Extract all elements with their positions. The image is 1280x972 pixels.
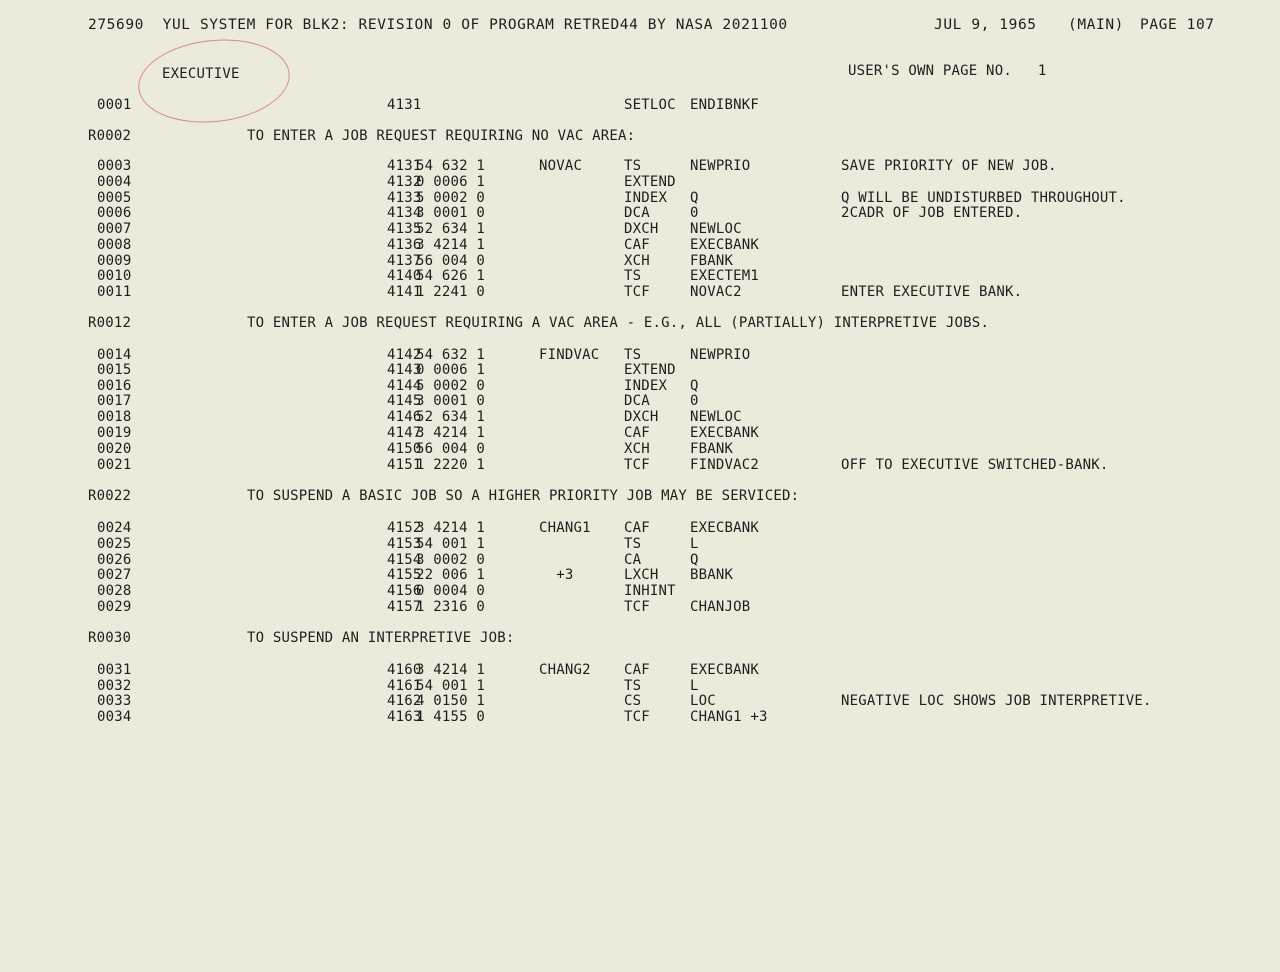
line-sequence-number: 0021 [97, 457, 132, 473]
line-octal-code: 5 0002 0 [416, 190, 486, 206]
line-operand: LOC [690, 693, 716, 709]
line-sequence-number: 0007 [97, 221, 132, 237]
line-address: 4144 [387, 378, 422, 394]
remark-line: TO ENTER A JOB REQUEST REQUIRING NO VAC AREA: [247, 128, 636, 144]
line-sequence-number: 0034 [97, 709, 132, 725]
line-octal-code: 52 634 1 [416, 221, 486, 237]
line-octal-code: 54 001 1 [416, 678, 486, 694]
line-opcode: EXTEND [624, 174, 676, 190]
line-opcode: INHINT [624, 583, 676, 599]
line-sequence-number: 0028 [97, 583, 132, 599]
line-sequence-number: 0014 [97, 347, 132, 363]
line-opcode: DXCH [624, 409, 659, 425]
line-operand: Q [690, 378, 699, 394]
line-sequence-number: 0031 [97, 662, 132, 678]
line-operand: L [690, 678, 699, 694]
line-operand: FBANK [690, 253, 734, 269]
line-sequence-number: 0006 [97, 205, 132, 221]
line-sequence-number: 0010 [97, 268, 132, 284]
remark-line: TO SUSPEND AN INTERPRETIVE JOB: [247, 630, 515, 646]
line-address: 4157 [387, 599, 422, 615]
line-opcode: TCF [624, 709, 650, 725]
line-operand: NEWPRIO [690, 347, 751, 363]
line-operand: EXECBANK [690, 425, 760, 441]
line-operand: EXECBANK [690, 520, 760, 536]
line-address: 4151 [387, 457, 422, 473]
line-label: CHANG2 [539, 662, 591, 678]
line-opcode: CS [624, 693, 642, 709]
line-operand: EXECBANK [690, 662, 760, 678]
line-opcode: INDEX [624, 378, 668, 394]
line-opcode: TS [624, 678, 642, 694]
line-octal-code: 0 0006 1 [416, 362, 486, 378]
line-opcode: CA [624, 552, 642, 568]
line-octal-code: 54 626 1 [416, 268, 486, 284]
line-address: 4162 [387, 693, 422, 709]
line-label: NOVAC [539, 158, 583, 174]
line-comment: NEGATIVE LOC SHOWS JOB INTERPRETIVE. [841, 693, 1152, 709]
line-address: 4161 [387, 678, 422, 694]
line-operand: FINDVAC2 [690, 457, 760, 473]
user-page-number: USER'S OWN PAGE NO. 1 [848, 63, 1047, 79]
remark-line: TO ENTER A JOB REQUEST REQUIRING A VAC AREA - E.G., ALL (PARTIALLY) INTERPRETIVE JOBS. [247, 315, 990, 331]
line-comment: SAVE PRIORITY OF NEW JOB. [841, 158, 1057, 174]
line-octal-code: 22 006 1 [416, 567, 486, 583]
line-sequence-number: 0004 [97, 174, 132, 190]
line-address: 4131 [387, 158, 422, 174]
line-octal-code: 54 632 1 [416, 158, 486, 174]
line-octal-code: 3 4214 1 [416, 520, 486, 536]
line-sequence-number: 0003 [97, 158, 132, 174]
line-sequence-number: 0016 [97, 378, 132, 394]
line-opcode: CAF [624, 662, 650, 678]
line-operand: EXECBANK [690, 237, 760, 253]
line-sequence-number: 0008 [97, 237, 132, 253]
line-operand: BBANK [690, 567, 734, 583]
line-octal-code: 1 2220 1 [416, 457, 486, 473]
line-octal-code: 52 634 1 [416, 409, 486, 425]
line-opcode: XCH [624, 441, 650, 457]
line-address: 4155 [387, 567, 422, 583]
line-label: CHANG1 [539, 520, 591, 536]
line-sequence-number: R0012 [88, 315, 132, 331]
line-sequence-number: 0029 [97, 599, 132, 615]
line-address: 4163 [387, 709, 422, 725]
line-octal-code: 1 2241 0 [416, 284, 486, 300]
line-address: 4133 [387, 190, 422, 206]
line-opcode: DCA [624, 393, 650, 409]
remark-line: TO SUSPEND A BASIC JOB SO A HIGHER PRIORITY JOB MAY BE SERVICED: [247, 488, 800, 504]
line-opcode: TS [624, 347, 642, 363]
line-operand: L [690, 536, 699, 552]
line-address: 4136 [387, 237, 422, 253]
line-label: +3 [539, 567, 574, 583]
line-comment: Q WILL BE UNDISTURBED THROUGHOUT. [841, 190, 1126, 206]
line-opcode: CAF [624, 520, 650, 536]
line-address: 4131 [387, 97, 422, 113]
line-opcode: TS [624, 268, 642, 284]
line-address: 4147 [387, 425, 422, 441]
line-opcode: LXCH [624, 567, 659, 583]
line-operand: NOVAC2 [690, 284, 742, 300]
line-opcode: TS [624, 536, 642, 552]
line-opcode: TCF [624, 599, 650, 615]
line-octal-code: 3 4214 1 [416, 425, 486, 441]
line-octal-code: 3 0001 0 [416, 393, 486, 409]
line-operand: 0 [690, 205, 699, 221]
line-address: 4146 [387, 409, 422, 425]
line-octal-code: 4 0150 1 [416, 693, 486, 709]
line-octal-code: 1 4155 0 [416, 709, 486, 725]
line-operand: EXECTEM1 [690, 268, 760, 284]
line-octal-code: 0 0006 1 [416, 174, 486, 190]
line-sequence-number: 0005 [97, 190, 132, 206]
line-sequence-number: 0026 [97, 552, 132, 568]
line-sequence-number: 0017 [97, 393, 132, 409]
line-opcode: TCF [624, 457, 650, 473]
line-opcode: INDEX [624, 190, 668, 206]
line-comment: ENTER EXECUTIVE BANK. [841, 284, 1023, 300]
line-opcode: DXCH [624, 221, 659, 237]
line-opcode: TS [624, 158, 642, 174]
line-opcode: DCA [624, 205, 650, 221]
line-octal-code: 0 0004 0 [416, 583, 486, 599]
line-sequence-number: 0018 [97, 409, 132, 425]
line-comment: OFF TO EXECUTIVE SWITCHED-BANK. [841, 457, 1109, 473]
line-address: 4143 [387, 362, 422, 378]
line-address: 4134 [387, 205, 422, 221]
line-operand: NEWLOC [690, 221, 742, 237]
line-sequence-number: 0032 [97, 678, 132, 694]
line-operand: Q [690, 190, 699, 206]
line-operand: NEWLOC [690, 409, 742, 425]
line-comment: 2CADR OF JOB ENTERED. [841, 205, 1023, 221]
line-address: 4140 [387, 268, 422, 284]
line-sequence-number: 0001 [97, 97, 132, 113]
line-address: 4154 [387, 552, 422, 568]
line-octal-code: 5 0002 0 [416, 378, 486, 394]
line-sequence-number: 0033 [97, 693, 132, 709]
line-sequence-number: 0009 [97, 253, 132, 269]
line-sequence-number: R0022 [88, 488, 132, 504]
line-operand: NEWPRIO [690, 158, 751, 174]
line-sequence-number: 0011 [97, 284, 132, 300]
line-operand: Q [690, 552, 699, 568]
page-header-main: (MAIN) [1068, 17, 1124, 33]
line-opcode: CAF [624, 425, 650, 441]
line-address: 4142 [387, 347, 422, 363]
section-title: EXECUTIVE [162, 66, 240, 82]
line-operand: FBANK [690, 441, 734, 457]
line-octal-code: 56 004 0 [416, 441, 486, 457]
line-operand: ENDIBNKF [690, 97, 760, 113]
line-octal-code: 54 001 1 [416, 536, 486, 552]
line-octal-code: 3 0001 0 [416, 205, 486, 221]
line-address: 4153 [387, 536, 422, 552]
line-sequence-number: 0025 [97, 536, 132, 552]
line-label: FINDVAC [539, 347, 600, 363]
line-sequence-number: R0002 [88, 128, 132, 144]
line-sequence-number: 0015 [97, 362, 132, 378]
line-octal-code: 3 4214 1 [416, 237, 486, 253]
page-header-page: PAGE 107 [1140, 17, 1215, 33]
page-header-title: 275690 YUL SYSTEM FOR BLK2: REVISION 0 OF PROGRAM RETRED44 BY NASA 2021100 [88, 17, 788, 33]
page-header-date: JUL 9, 1965 [934, 17, 1037, 33]
line-opcode: SETLOC [624, 97, 676, 113]
line-sequence-number: 0019 [97, 425, 132, 441]
line-octal-code: 1 2316 0 [416, 599, 486, 615]
line-operand: CHANJOB [690, 599, 751, 615]
line-address: 4150 [387, 441, 422, 457]
line-operand: 0 [690, 393, 699, 409]
line-address: 4145 [387, 393, 422, 409]
line-address: 4135 [387, 221, 422, 237]
line-octal-code: 3 4214 1 [416, 662, 486, 678]
line-opcode: EXTEND [624, 362, 676, 378]
line-address: 4160 [387, 662, 422, 678]
line-octal-code: 56 004 0 [416, 253, 486, 269]
line-opcode: XCH [624, 253, 650, 269]
line-opcode: CAF [624, 237, 650, 253]
line-address: 4156 [387, 583, 422, 599]
line-sequence-number: 0024 [97, 520, 132, 536]
line-address: 4141 [387, 284, 422, 300]
line-address: 4137 [387, 253, 422, 269]
line-operand: CHANG1 +3 [690, 709, 768, 725]
line-sequence-number: R0030 [88, 630, 132, 646]
line-sequence-number: 0020 [97, 441, 132, 457]
line-address: 4132 [387, 174, 422, 190]
line-octal-code: 3 0002 0 [416, 552, 486, 568]
line-opcode: TCF [624, 284, 650, 300]
line-address: 4152 [387, 520, 422, 536]
line-sequence-number: 0027 [97, 567, 132, 583]
line-octal-code: 54 632 1 [416, 347, 486, 363]
